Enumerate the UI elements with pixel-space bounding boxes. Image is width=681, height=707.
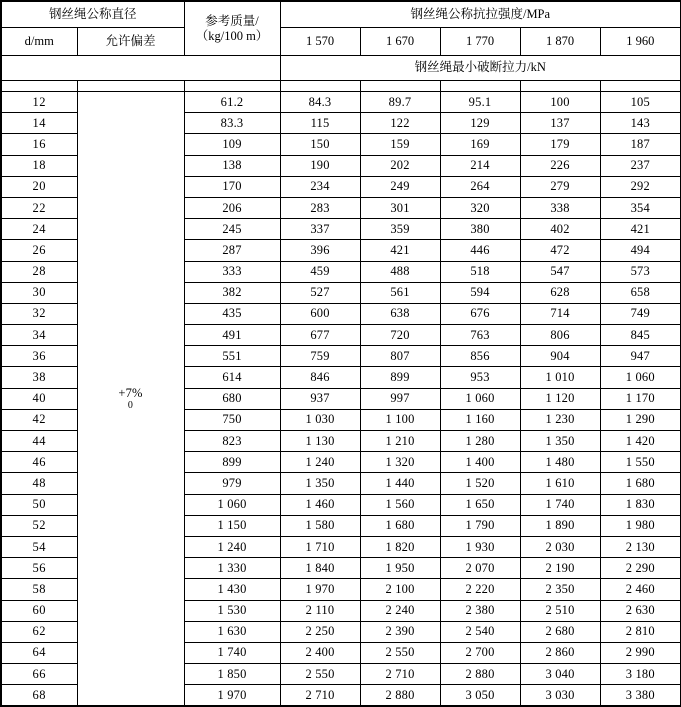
cell-breaking-force: 2 220 [440, 579, 520, 600]
cell-breaking-force: 1 930 [440, 536, 520, 557]
cell-breaking-force: 2 400 [280, 642, 360, 663]
header-mass-line2: （kg/100 m） [195, 28, 269, 43]
cell-tolerance [77, 92, 184, 707]
cell-diameter: 22 [1, 197, 77, 218]
spacer-cell [77, 81, 184, 92]
cell-breaking-force: 658 [600, 282, 681, 303]
cell-mass: 138 [184, 155, 280, 176]
cell-breaking-force: 806 [520, 325, 600, 346]
cell-mass: 109 [184, 134, 280, 155]
cell-breaking-force: 2 550 [360, 642, 440, 663]
spacer-cell [360, 81, 440, 92]
cell-diameter: 68 [1, 685, 77, 707]
cell-breaking-force: 283 [280, 197, 360, 218]
cell-diameter: 66 [1, 664, 77, 685]
cell-breaking-force: 2 860 [520, 642, 600, 663]
cell-diameter: 18 [1, 155, 77, 176]
cell-breaking-force: 573 [600, 261, 681, 282]
cell-breaking-force: 2 630 [600, 600, 681, 621]
spacer-cell [280, 81, 360, 92]
cell-breaking-force: 2 510 [520, 600, 600, 621]
cell-breaking-force: 1 400 [440, 452, 520, 473]
cell-mass: 750 [184, 409, 280, 430]
cell-diameter: 50 [1, 494, 77, 515]
cell-breaking-force: 459 [280, 261, 360, 282]
cell-breaking-force: 202 [360, 155, 440, 176]
cell-breaking-force: 677 [280, 325, 360, 346]
cell-breaking-force: 234 [280, 176, 360, 197]
cell-breaking-force: 1 710 [280, 536, 360, 557]
cell-breaking-force: 446 [440, 240, 520, 261]
cell-breaking-force: 3 050 [440, 685, 520, 707]
cell-breaking-force: 846 [280, 367, 360, 388]
cell-mass: 1 330 [184, 558, 280, 579]
cell-breaking-force: 421 [360, 240, 440, 261]
cell-breaking-force: 279 [520, 176, 600, 197]
cell-diameter: 64 [1, 642, 77, 663]
cell-mass: 1 430 [184, 579, 280, 600]
spacer-cell [1, 81, 77, 92]
cell-breaking-force: 494 [600, 240, 681, 261]
cell-breaking-force: 1 520 [440, 473, 520, 494]
cell-breaking-force: 2 290 [600, 558, 681, 579]
cell-breaking-force: 115 [280, 113, 360, 134]
cell-breaking-force: 1 230 [520, 409, 600, 430]
cell-breaking-force: 1 130 [280, 431, 360, 452]
cell-breaking-force: 359 [360, 219, 440, 240]
cell-breaking-force: 676 [440, 303, 520, 324]
cell-breaking-force: 904 [520, 346, 600, 367]
cell-mass: 680 [184, 388, 280, 409]
cell-breaking-force: 421 [600, 219, 681, 240]
cell-mass: 1 630 [184, 621, 280, 642]
cell-breaking-force: 1 350 [520, 431, 600, 452]
cell-breaking-force: 402 [520, 219, 600, 240]
cell-mass: 823 [184, 431, 280, 452]
cell-breaking-force: 354 [600, 197, 681, 218]
cell-breaking-force: 320 [440, 197, 520, 218]
cell-mass: 1 740 [184, 642, 280, 663]
cell-breaking-force: 2 990 [600, 642, 681, 663]
cell-breaking-force: 292 [600, 176, 681, 197]
cell-breaking-force: 100 [520, 92, 600, 113]
cell-mass: 1 530 [184, 600, 280, 621]
cell-breaking-force: 122 [360, 113, 440, 134]
cell-diameter: 46 [1, 452, 77, 473]
cell-breaking-force: 1 970 [280, 579, 360, 600]
cell-mass: 614 [184, 367, 280, 388]
header-diameter-d: d/mm [1, 28, 77, 56]
tolerance-upper: +7% [118, 385, 143, 400]
cell-mass: 491 [184, 325, 280, 346]
cell-diameter: 12 [1, 92, 77, 113]
cell-breaking-force: 249 [360, 176, 440, 197]
header-row-1 [1, 1, 681, 28]
cell-diameter: 26 [1, 240, 77, 261]
cell-breaking-force: 472 [520, 240, 600, 261]
cell-breaking-force: 2 540 [440, 621, 520, 642]
cell-breaking-force: 953 [440, 367, 520, 388]
cell-diameter: 32 [1, 303, 77, 324]
cell-breaking-force: 749 [600, 303, 681, 324]
cell-mass: 1 150 [184, 515, 280, 536]
cell-diameter: 14 [1, 113, 77, 134]
cell-diameter: 38 [1, 367, 77, 388]
cell-breaking-force: 187 [600, 134, 681, 155]
cell-breaking-force: 1 650 [440, 494, 520, 515]
cell-diameter: 60 [1, 600, 77, 621]
cell-breaking-force: 1 440 [360, 473, 440, 494]
cell-breaking-force: 105 [600, 92, 681, 113]
cell-breaking-force: 264 [440, 176, 520, 197]
cell-breaking-force: 1 460 [280, 494, 360, 515]
cell-breaking-force: 137 [520, 113, 600, 134]
header-strength-1670: 1 670 [360, 28, 440, 56]
cell-breaking-force: 2 130 [600, 536, 681, 557]
header-mass [184, 1, 280, 56]
cell-breaking-force: 2 880 [440, 664, 520, 685]
cell-breaking-force: 1 210 [360, 431, 440, 452]
cell-breaking-force: 1 740 [520, 494, 600, 515]
cell-mass: 61.2 [184, 92, 280, 113]
cell-diameter: 30 [1, 282, 77, 303]
cell-breaking-force: 518 [440, 261, 520, 282]
cell-diameter: 44 [1, 431, 77, 452]
cell-breaking-force: 899 [360, 367, 440, 388]
cell-mass: 551 [184, 346, 280, 367]
cell-breaking-force: 547 [520, 261, 600, 282]
cell-breaking-force: 1 550 [600, 452, 681, 473]
cell-breaking-force: 159 [360, 134, 440, 155]
cell-mass: 435 [184, 303, 280, 324]
cell-breaking-force: 527 [280, 282, 360, 303]
cell-breaking-force: 1 290 [600, 409, 681, 430]
cell-breaking-force: 2 460 [600, 579, 681, 600]
cell-diameter: 62 [1, 621, 77, 642]
cell-breaking-force: 947 [600, 346, 681, 367]
cell-mass: 1 240 [184, 536, 280, 557]
header-strength-group: 钢丝绳公称抗拉强度/MPa [280, 1, 681, 28]
header-row-3 [1, 56, 681, 81]
cell-breaking-force: 763 [440, 325, 520, 346]
header-strength-1770: 1 770 [440, 28, 520, 56]
cell-breaking-force: 169 [440, 134, 520, 155]
header-strength-1570: 1 570 [280, 28, 360, 56]
cell-diameter: 16 [1, 134, 77, 155]
cell-breaking-force: 3 040 [520, 664, 600, 685]
tolerance-lower: 0 [127, 400, 134, 412]
cell-mass: 287 [184, 240, 280, 261]
header-mass-line1: 参考质量/ [205, 13, 259, 28]
cell-breaking-force: 714 [520, 303, 600, 324]
cell-mass: 1 850 [184, 664, 280, 685]
cell-breaking-force: 1 280 [440, 431, 520, 452]
cell-breaking-force: 214 [440, 155, 520, 176]
cell-mass: 206 [184, 197, 280, 218]
cell-breaking-force: 997 [360, 388, 440, 409]
cell-breaking-force: 190 [280, 155, 360, 176]
cell-mass: 979 [184, 473, 280, 494]
cell-breaking-force: 1 420 [600, 431, 681, 452]
table-head [1, 1, 681, 81]
cell-breaking-force: 1 830 [600, 494, 681, 515]
cell-diameter: 36 [1, 346, 77, 367]
cell-breaking-force: 2 810 [600, 621, 681, 642]
cell-breaking-force: 2 550 [280, 664, 360, 685]
cell-breaking-force: 2 710 [280, 685, 360, 707]
cell-diameter: 40 [1, 388, 77, 409]
cell-breaking-force: 2 070 [440, 558, 520, 579]
cell-diameter: 20 [1, 176, 77, 197]
cell-breaking-force: 1 120 [520, 388, 600, 409]
header-strength-1960: 1 960 [600, 28, 681, 56]
cell-breaking-force: 338 [520, 197, 600, 218]
cell-breaking-force: 1 160 [440, 409, 520, 430]
cell-breaking-force: 150 [280, 134, 360, 155]
cell-breaking-force: 1 170 [600, 388, 681, 409]
cell-breaking-force: 2 100 [360, 579, 440, 600]
cell-breaking-force: 1 350 [280, 473, 360, 494]
cell-breaking-force: 807 [360, 346, 440, 367]
cell-breaking-force: 1 060 [440, 388, 520, 409]
spacer-cell [184, 81, 280, 92]
cell-mass: 333 [184, 261, 280, 282]
cell-breaking-force: 1 100 [360, 409, 440, 430]
cell-breaking-force: 237 [600, 155, 681, 176]
cell-breaking-force: 1 610 [520, 473, 600, 494]
table-spacer-row [1, 81, 681, 92]
cell-diameter: 52 [1, 515, 77, 536]
cell-breaking-force: 179 [520, 134, 600, 155]
cell-diameter: 24 [1, 219, 77, 240]
cell-breaking-force: 488 [360, 261, 440, 282]
cell-breaking-force: 89.7 [360, 92, 440, 113]
spacer-cell [440, 81, 520, 92]
cell-breaking-force: 143 [600, 113, 681, 134]
cell-breaking-force: 856 [440, 346, 520, 367]
cell-breaking-force: 1 950 [360, 558, 440, 579]
cell-breaking-force: 1 480 [520, 452, 600, 473]
cell-breaking-force: 2 390 [360, 621, 440, 642]
header-row-2 [1, 28, 681, 56]
cell-breaking-force: 1 890 [520, 515, 600, 536]
cell-mass: 245 [184, 219, 280, 240]
cell-diameter: 48 [1, 473, 77, 494]
cell-breaking-force: 1 980 [600, 515, 681, 536]
header-diameter-group: 钢丝绳公称直径 [1, 1, 184, 28]
spacer-cell [520, 81, 600, 92]
cell-breaking-force: 1 840 [280, 558, 360, 579]
cell-breaking-force: 638 [360, 303, 440, 324]
cell-breaking-force: 720 [360, 325, 440, 346]
cell-breaking-force: 1 240 [280, 452, 360, 473]
cell-breaking-force: 561 [360, 282, 440, 303]
cell-breaking-force: 2 350 [520, 579, 600, 600]
cell-breaking-force: 2 710 [360, 664, 440, 685]
cell-breaking-force: 3 030 [520, 685, 600, 707]
cell-breaking-force: 2 880 [360, 685, 440, 707]
cell-breaking-force: 2 380 [440, 600, 520, 621]
cell-breaking-force: 2 250 [280, 621, 360, 642]
cell-breaking-force: 845 [600, 325, 681, 346]
cell-breaking-force: 2 700 [440, 642, 520, 663]
cell-breaking-force: 1 560 [360, 494, 440, 515]
cell-diameter: 34 [1, 325, 77, 346]
table-body [1, 81, 681, 707]
cell-breaking-force: 1 320 [360, 452, 440, 473]
cell-breaking-force: 937 [280, 388, 360, 409]
cell-breaking-force: 1 820 [360, 536, 440, 557]
cell-mass: 170 [184, 176, 280, 197]
cell-breaking-force: 2 680 [520, 621, 600, 642]
cell-breaking-force: 759 [280, 346, 360, 367]
cell-mass: 1 060 [184, 494, 280, 515]
spacer-cell [600, 81, 681, 92]
header-strength-1870: 1 870 [520, 28, 600, 56]
cell-breaking-force: 1 680 [360, 515, 440, 536]
cell-diameter: 42 [1, 409, 77, 430]
cell-mass: 382 [184, 282, 280, 303]
cell-breaking-force: 2 190 [520, 558, 600, 579]
cell-breaking-force: 3 180 [600, 664, 681, 685]
cell-breaking-force: 1 060 [600, 367, 681, 388]
cell-breaking-force: 600 [280, 303, 360, 324]
cell-breaking-force: 1 580 [280, 515, 360, 536]
cell-breaking-force: 594 [440, 282, 520, 303]
cell-diameter: 58 [1, 579, 77, 600]
cell-breaking-force: 84.3 [280, 92, 360, 113]
cell-breaking-force: 3 380 [600, 685, 681, 707]
cell-breaking-force: 1 030 [280, 409, 360, 430]
cell-breaking-force: 1 680 [600, 473, 681, 494]
cell-breaking-force: 337 [280, 219, 360, 240]
table-row [1, 92, 681, 113]
cell-breaking-force: 2 240 [360, 600, 440, 621]
cell-diameter: 28 [1, 261, 77, 282]
header-spacer [1, 56, 280, 81]
cell-breaking-force: 129 [440, 113, 520, 134]
cell-breaking-force: 380 [440, 219, 520, 240]
cell-breaking-force: 2 110 [280, 600, 360, 621]
cell-diameter: 54 [1, 536, 77, 557]
cell-breaking-force: 396 [280, 240, 360, 261]
cell-breaking-force: 1 010 [520, 367, 600, 388]
cell-mass: 83.3 [184, 113, 280, 134]
cell-breaking-force: 1 790 [440, 515, 520, 536]
cell-mass: 1 970 [184, 685, 280, 707]
header-tolerance: 允许偏差 [77, 28, 184, 56]
header-breaking-force: 钢丝绳最小破断拉力/kN [280, 56, 681, 81]
cell-breaking-force: 301 [360, 197, 440, 218]
cell-breaking-force: 95.1 [440, 92, 520, 113]
cell-breaking-force: 2 030 [520, 536, 600, 557]
cell-mass: 899 [184, 452, 280, 473]
cell-breaking-force: 628 [520, 282, 600, 303]
cell-breaking-force: 226 [520, 155, 600, 176]
cell-diameter: 56 [1, 558, 77, 579]
